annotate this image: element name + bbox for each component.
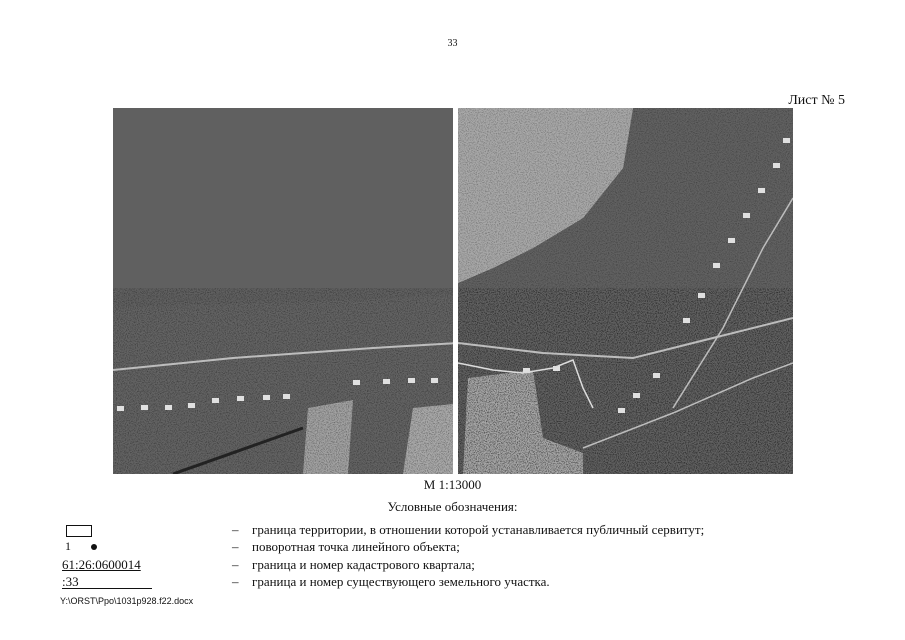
parcel-underline <box>62 588 152 589</box>
map-divider <box>453 108 458 474</box>
legend-dash: – <box>232 557 239 572</box>
legend-item-text: граница и номер кадастрового квартала; <box>252 557 475 572</box>
legend-dash: – <box>232 539 239 554</box>
file-path: Y:\ORST\Ppo\1031p928.f22.docx <box>60 596 194 606</box>
sheet-label: Лист № 5 <box>788 93 845 108</box>
legend-item-text: граница территории, в отношении которой устанавливается публичный сервитут; <box>252 522 705 537</box>
legend-item-text: поворотная точка линейного объекта; <box>252 539 460 554</box>
rectangle-outline-icon <box>66 525 92 537</box>
map-scale: М 1:13000 <box>423 477 482 492</box>
legend-dash: – <box>232 574 239 589</box>
legend-title: Условные обозначения: <box>387 499 518 514</box>
legend-item-text: граница и номер существующего земельного участка. <box>252 574 550 589</box>
water-area-left <box>113 108 453 308</box>
quarter-number-label: 61:26:0600014 <box>62 557 141 572</box>
parcel-number-label: :33 <box>62 574 79 589</box>
legend-dash: – <box>232 522 239 537</box>
page-number: 33 <box>447 38 458 49</box>
map-image <box>113 108 793 474</box>
point-marker-icon <box>91 544 97 550</box>
point-label: 1 <box>65 539 71 553</box>
